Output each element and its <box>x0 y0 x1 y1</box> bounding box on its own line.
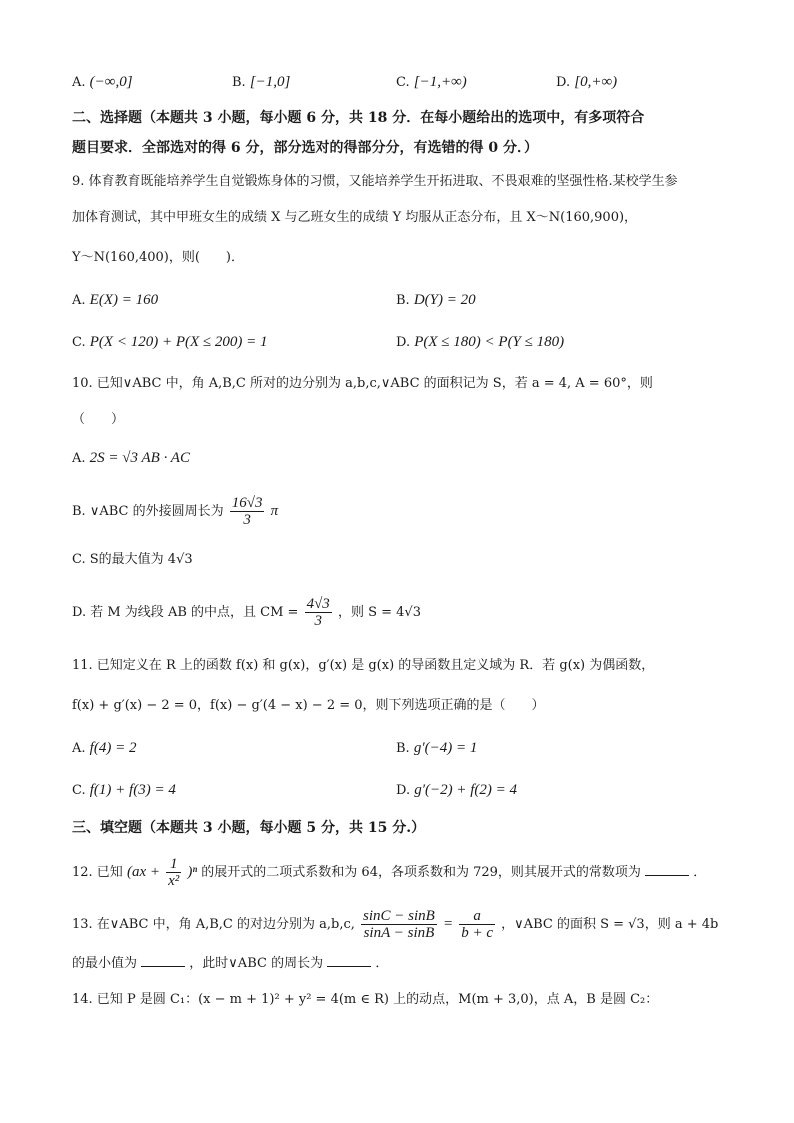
q10-option-c <box>72 550 193 570</box>
fraction-denominator: b + c <box>461 925 494 941</box>
answer-blank <box>141 954 185 967</box>
option-label: B. <box>72 504 86 519</box>
option-label: A. <box>72 293 86 308</box>
option-value: P(X ≤ 180) < P(Y ≤ 180) <box>414 334 565 350</box>
option-value: S的最大值为 4√3 <box>89 552 193 567</box>
q8-option-b <box>232 72 290 93</box>
option-label: A. <box>72 451 86 466</box>
option-value: 2S = √3 AB · AC <box>89 450 190 466</box>
fraction-denominator: x² <box>168 873 180 889</box>
fraction <box>166 856 181 889</box>
option-text: ∨ABC 的外接圆周长为 <box>89 504 224 519</box>
section3-heading: 三、填空题（本题共 3 小题，每小题 5 分，共 15 分.） <box>72 820 426 836</box>
option-label: B. <box>232 75 246 90</box>
q9-stem-line1: 9. 体育教育既能培养学生自觉锻炼身体的习惯，又能培养学生开拓进取、不畏艰难的坚强性格.某校学生参 <box>72 174 678 189</box>
q12-text: 的展开式的二项式系数和为 64，各项系数和为 729，则其展开式的常数项为 <box>201 865 641 880</box>
option-value: [−1,+∞) <box>413 74 467 90</box>
option-text-suffix: π <box>270 503 279 519</box>
q12-end: ． <box>693 865 707 880</box>
option-value: g′(−4) = 1 <box>413 740 478 756</box>
fraction <box>305 596 332 629</box>
option-label: D. <box>396 783 411 798</box>
q9-option-a <box>72 290 158 311</box>
fraction-numerator: 16√3 <box>231 495 263 511</box>
fraction-denominator: 3 <box>314 613 322 629</box>
fraction-denominator: 3 <box>243 512 251 528</box>
fraction-numerator: 1 <box>166 856 181 873</box>
q13-stem-line1 <box>72 906 718 943</box>
q11-stem-line2: f(x) + g′(x) − 2 = 0，f(x) − g′(4 − x) − 2 = 0，则下列选项正确的是（ ） <box>72 698 545 713</box>
q11-option-d <box>396 780 517 801</box>
q10-option-b <box>72 494 278 529</box>
q13-line2-end: ． <box>375 956 389 971</box>
option-text: 若 M 为线段 AB 的中点，且 CM = <box>90 605 299 620</box>
fraction-numerator: a <box>459 908 495 925</box>
q9-option-b <box>396 290 476 311</box>
option-label: D. <box>396 335 411 350</box>
q13-prefix: 13. 在∨ABC 中，角 A,B,C 的对边分别为 a,b,c, <box>72 917 355 932</box>
q9-option-d <box>396 332 564 353</box>
q13-stem-line2 <box>72 954 388 974</box>
option-value: (−∞,0] <box>89 74 133 90</box>
option-value: [−1,0] <box>249 74 291 90</box>
q11-option-a <box>72 738 136 759</box>
option-value: D(Y) = 20 <box>413 292 476 308</box>
q11-option-b <box>396 738 477 759</box>
option-label: C. <box>72 552 86 567</box>
option-value: g′(−2) + f(2) = 4 <box>414 782 518 798</box>
option-label: B. <box>396 741 410 756</box>
option-value: f(4) = 2 <box>89 740 137 756</box>
q8-option-d <box>556 72 617 93</box>
q12-stem <box>72 854 706 891</box>
q10-option-a <box>72 448 190 469</box>
q13-line2-mid: ，此时∨ABC 的周长为 <box>189 956 324 971</box>
q12-prefix: 12. 已知 <box>72 865 123 880</box>
q9-stem-line3: Y～N(160,400)，则( )． <box>72 250 245 265</box>
option-label: C. <box>396 75 410 90</box>
option-label: A. <box>72 741 86 756</box>
q12-expr-right: )ⁿ <box>187 864 198 880</box>
section2-heading-line2: 题目要求．全部选对的得 6 分，部分选对的得部分分，有选错的得 0 分．） <box>72 140 538 156</box>
option-text-suffix: ，则 S = 4√3 <box>337 605 421 620</box>
section2-heading-line1: 二、选择题（本题共 3 小题，每小题 6 分，共 18 分．在每小题给出的选项中，有多项符合 <box>72 110 645 126</box>
fraction <box>459 908 495 941</box>
q9-stem-line2: 加体育测试，其中甲班女生的成绩 X 与乙班女生的成绩 Y 均服从正态分布，且 X～N(160,900)， <box>72 210 638 225</box>
q10-stem-line2: （ ） <box>72 412 125 427</box>
q8-option-a <box>72 72 133 93</box>
fraction-numerator: 4√3 <box>306 596 330 612</box>
q11-option-c <box>72 780 176 801</box>
q13-line2-prefix: 的最小值为 <box>72 956 138 971</box>
option-value: [0,+∞) <box>574 74 618 90</box>
q10-stem-line1: 10. 已知∨ABC 中，角 A,B,C 所对的边分别为 a,b,c,∨ABC 的面积记为 S，若 a = 4, A = 60°，则 <box>72 376 653 391</box>
q13-text: ，∨ABC 的面积 S = √3，则 a + 4b <box>501 917 719 932</box>
fraction <box>230 495 265 528</box>
option-label: D. <box>72 605 87 620</box>
fraction-numerator: sinC − sinB <box>363 908 435 924</box>
q9-option-c <box>72 332 268 353</box>
option-value: P(X < 120) + P(X ≤ 200) = 1 <box>89 334 268 350</box>
option-value: E(X) = 160 <box>89 292 159 308</box>
option-label: D. <box>556 75 571 90</box>
equals-sign: = <box>442 916 454 932</box>
q12-expr-left: (ax + <box>126 864 160 880</box>
q10-option-d <box>72 596 421 630</box>
option-label: A. <box>72 75 86 90</box>
q14-stem-line1: 14. 已知 P 是圆 C₁：(x − m + 1)² + y² = 4(m ∈ R) 上的动点，M(m + 3,0)，点 A，B 是圆 C₂： <box>72 992 659 1007</box>
fraction <box>361 908 437 941</box>
fraction-denominator: sinA − sinB <box>363 925 435 941</box>
option-label: B. <box>396 293 410 308</box>
answer-blank <box>327 954 371 967</box>
answer-blank <box>645 863 689 876</box>
option-label: C. <box>72 783 86 798</box>
option-label: C. <box>72 335 86 350</box>
q11-stem-line1: 11. 已知定义在 R 上的函数 f(x) 和 g(x)，g′(x) 是 g(x) 的导函数且定义域为 R．若 g(x) 为偶函数， <box>72 658 655 673</box>
q8-option-c <box>396 72 467 93</box>
option-value: f(1) + f(3) = 4 <box>89 782 176 798</box>
